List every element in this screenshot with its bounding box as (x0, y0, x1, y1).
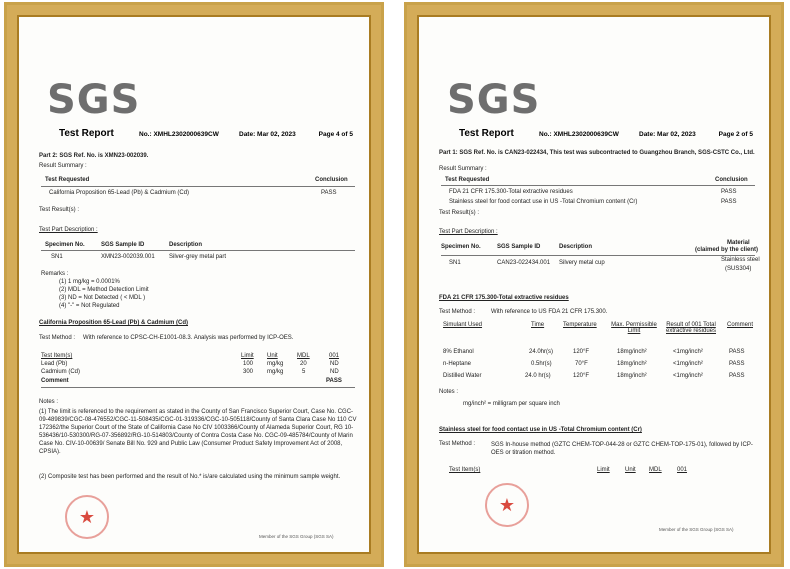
test-method-label: Test Method : (439, 309, 476, 315)
table-header-limit: Limit (597, 467, 610, 473)
test-method-label: Test Method : (439, 441, 476, 447)
description-value: Silvery metal cup (559, 260, 605, 266)
fda-cell: PASS (729, 349, 745, 355)
test-results-label: Test Result(s) : (39, 207, 80, 213)
sgs-logo: SGS (47, 77, 141, 123)
fda-header-simulant: Simulant Used (443, 322, 483, 328)
fda-header-temperature: Temperature (563, 322, 597, 328)
test-part-description-label: Test Part Description : (39, 227, 98, 233)
sgs-sample-id-header: SGS Sample ID (101, 242, 145, 248)
specimen-header: Specimen No. (45, 242, 85, 248)
report-header (39, 128, 355, 145)
fda-cell: Distilled Water (443, 373, 482, 379)
sgs-sample-id-value: XMN23-002039.001 (101, 254, 155, 260)
description-header: Description (559, 244, 593, 250)
material-header: Material (727, 240, 750, 246)
test-requested-item: California Proposition 65-Lead (Pb) & Cadmium (Cd) (49, 190, 190, 196)
part-heading: Part 1: SGS Ref. No. is CAN23-022434, This test was subcontracted to Guangzhou Branch, SGS-CSTC Co., Ltd. (439, 150, 755, 156)
description-value: Silver-grey metal part (169, 254, 227, 260)
table-header-mdl: MDL (649, 467, 662, 473)
fda-cell: 18mg/inch² (617, 373, 647, 379)
fine-print-block (537, 485, 759, 519)
test-method-value: SGS In-house method (GZTC CHEM-TOP-044-28 or GZTC CHEM-TOP-175-01), followed by ICP-OES or titration method. (491, 442, 753, 456)
remark-item: (4) "-" = Not Regulated (59, 303, 120, 309)
test-results-label: Test Result(s) : (439, 210, 480, 216)
table-cell: 5 (302, 369, 306, 375)
fda-cell: <1mg/inch² (673, 373, 703, 379)
comment-value: PASS (326, 378, 342, 384)
report-title: Test Report (459, 128, 514, 139)
remark-item: (1) 1 mg/kg = 0.0001% (59, 279, 120, 285)
comment-label: Comment (41, 378, 69, 384)
divider (441, 255, 755, 256)
table-cell: ND (330, 369, 339, 375)
fda-cell: 70°F (575, 361, 588, 367)
test-method-value: With reference to CPSC-CH-E1001-08.3. Analysis was performed by ICP-OES. (83, 335, 294, 341)
table-cell: 300 (243, 369, 254, 375)
report-title: Test Report (59, 128, 114, 139)
sgs-logo: SGS (447, 77, 541, 123)
result-summary-label: Result Summary : (39, 163, 87, 169)
divider (441, 185, 755, 186)
stamp-seal-icon: ★ (65, 495, 109, 539)
report-header (439, 128, 755, 145)
fda-header-limit: Max. Permissible Limit (611, 322, 657, 334)
material-header-note: (claimed by the client) (695, 247, 759, 253)
divider (41, 250, 355, 251)
section-heading: California Proposition 65-Lead (Pb) & Cadmium (Cd) (39, 320, 189, 326)
fda-cell: 8% Ethanol (443, 349, 474, 355)
notes-label: Notes : (39, 399, 59, 405)
report-page-2 (404, 2, 784, 567)
sgs-member-note: Member of the SGS Group (SGS SA) (259, 534, 334, 539)
table-cell: 20 (300, 361, 307, 367)
table-header-item: Test Item(s) (41, 353, 73, 359)
table-header-limit: Limit (241, 353, 254, 359)
conclusion-header: Conclusion (715, 177, 748, 183)
report-date: Date: Mar 02, 2023 (239, 131, 296, 138)
fda-header-comment: Comment (727, 322, 754, 328)
specimen-value: SN1 (449, 260, 461, 266)
table-header-sample: 001 (329, 353, 340, 359)
result-summary-label: Result Summary : (439, 166, 487, 172)
fda-cell: 0.5hr(s) (531, 361, 552, 367)
report-date: Date: Mar 02, 2023 (639, 131, 696, 138)
test-method-value: With reference to US FDA 21 CFR 175.300. (491, 309, 608, 315)
conclusion-header: Conclusion (315, 177, 348, 183)
conclusion-value: PASS (721, 199, 737, 205)
fda-header-result: Result of 001 Total extractive residues (665, 322, 717, 334)
fine-print-block (117, 495, 355, 527)
remarks-label: Remarks : (41, 271, 69, 277)
material-value-grade: (SUS304) (725, 266, 752, 272)
table-cell: Lead (Pb) (41, 361, 68, 367)
note-text: (1) The limit is referenced to the requirement as stated in the County of San Francisco Superior Court, Case No. CGC-09-489839/CGC-08-476552/CGC-11-508435/CGC-01-319336/CGC-10-505118/County of Santa Clara Case No 110 CV 172362/the Superior Court of the State of California Case No CIV 1003366/County of Alameda Superior Court, RG 10-536436/10-530300/RG-07-356892/RG-10-514803/County of Contra Costa Case No. CGC-09-485784/County of Marin Case No. CIV-10-00639/ Senate Bill No. 929 and Public Law (Consumer Product Safety Improvement Act of 2008, CPSIA). (39, 409, 357, 455)
page-sheet (417, 15, 771, 554)
fda-cell: 120°F (573, 373, 590, 379)
page-sheet (17, 15, 371, 554)
fda-cell: 120°F (573, 349, 590, 355)
page-number: Page 2 of 5 (718, 131, 753, 138)
table-cell: mg/kg (267, 369, 284, 375)
stamp-seal-icon: ★ (485, 483, 529, 527)
material-value: Stainless steel (721, 257, 760, 263)
conclusion-value: PASS (721, 189, 737, 195)
stainless-section-heading: Stainless steel for food contact use in US -Total Chromium content (Cr) (439, 427, 642, 433)
specimen-value: SN1 (51, 254, 63, 260)
description-header: Description (169, 242, 203, 248)
fda-cell: <1mg/inch² (673, 361, 703, 367)
fda-cell: n-Heptane (443, 361, 472, 367)
fda-cell: PASS (729, 361, 745, 367)
table-header-unit: Unit (267, 353, 278, 359)
fda-cell: 18mg/inch² (617, 361, 647, 367)
fda-section-heading: FDA 21 CFR 175.300-Total extractive residues (439, 295, 569, 301)
report-page-4 (4, 2, 384, 567)
part-heading: Part 2: SGS Ref. No. is XMN23-002039. (39, 153, 149, 159)
remark-item: (3) ND = Not Detected ( < MDL ) (59, 295, 146, 301)
table-cell: Cadmium (Cd) (41, 369, 81, 375)
table-cell: 100 (243, 361, 254, 367)
sgs-sample-id-header: SGS Sample ID (497, 244, 541, 250)
table-header-mdl: MDL (297, 353, 310, 359)
sgs-sample-id-value: CAN23-022434.001 (497, 260, 551, 266)
test-requested-header: Test Requested (45, 177, 90, 183)
table-header-item: Test Item(s) (449, 467, 481, 473)
fda-cell: 24.0 hr(s) (525, 373, 551, 379)
test-requested-item: Stainless steel for food contact use in US -Total Chromium content (Cr) (449, 199, 638, 205)
table-cell: ND (330, 361, 339, 367)
fda-cell: 18mg/inch² (617, 349, 647, 355)
specimen-header: Specimen No. (441, 244, 481, 250)
note-text: mg/inch² = milligram per square inch (463, 401, 560, 407)
note-text: (2) Composite test has been performed and the result of No.* is/are calculated using the minimum sample weight. (39, 474, 341, 480)
conclusion-value: PASS (321, 190, 337, 196)
fda-header-time: Time (531, 322, 545, 328)
notes-label: Notes : (439, 389, 459, 395)
divider (41, 387, 355, 388)
report-number: No.: XMHL2302000639CW (139, 131, 219, 138)
test-requested-item: FDA 21 CFR 175.300-Total extractive residues (449, 189, 573, 195)
report-number: No.: XMHL2302000639CW (539, 131, 619, 138)
test-part-description-label: Test Part Description : (439, 229, 498, 235)
fda-cell: <1mg/inch² (673, 349, 703, 355)
fda-cell: PASS (729, 373, 745, 379)
fda-cell: 24.0hr(s) (529, 349, 554, 355)
table-header-unit: Unit (625, 467, 636, 473)
sgs-member-note: Member of the SGS Group (SGS SA) (659, 527, 734, 532)
page-number: Page 4 of 5 (318, 131, 353, 138)
table-header-sample: 001 (677, 467, 688, 473)
test-method-label: Test Method : (39, 335, 76, 341)
divider (41, 186, 355, 187)
table-cell: mg/kg (267, 361, 284, 367)
test-requested-header: Test Requested (445, 177, 490, 183)
remark-item: (2) MDL = Method Detection Limit (59, 287, 149, 293)
